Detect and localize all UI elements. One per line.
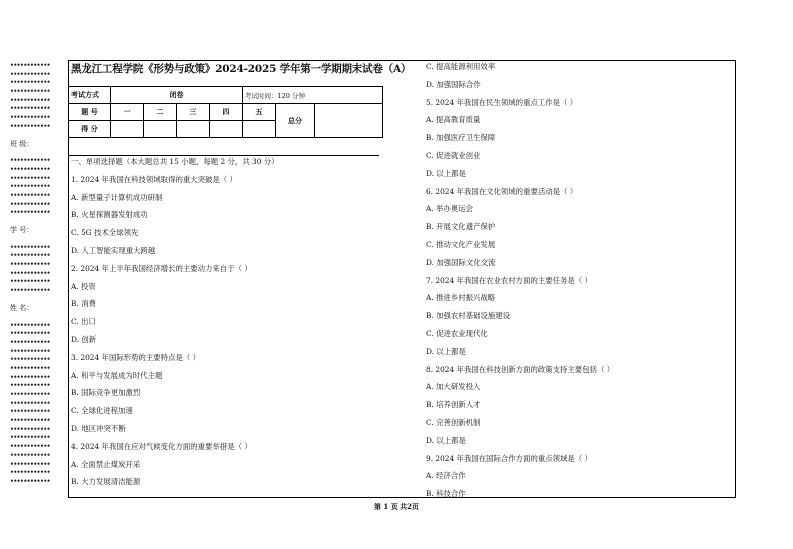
binding-dotted-line: •••••••••••• [10, 434, 51, 442]
answer-option: A. 推进乡村振兴战略 [426, 293, 496, 303]
binding-dotted-line: •••••••••••• [10, 157, 51, 165]
question-header: 五 [243, 104, 276, 121]
binding-dotted-line: •••••••••••• [10, 278, 51, 286]
question-header: 四 [210, 104, 243, 121]
answer-option: C. 提高能源利用效率 [426, 62, 496, 71]
binding-dotted-line: •••••••••••• [10, 183, 51, 191]
binding-dotted-line: •••••••••••• [10, 200, 51, 208]
question-text: 1. 2024 年我国在科技领域取得的重大突破是（ ） [71, 174, 237, 184]
answer-option: C. 全球化进程加速 [71, 406, 133, 416]
total-label: 总分 [276, 104, 315, 138]
binding-dotted-line: •••••••••••• [10, 356, 51, 364]
page-number: 第 1 页 共2页 [373, 502, 420, 511]
answer-option: C. 推动文化产业发展 [426, 239, 496, 249]
binding-dotted-line: •••••••••••• [10, 451, 51, 459]
answer-option: D. 以上都是 [426, 168, 466, 178]
answer-option: A. 提高教育质量 [426, 115, 481, 125]
answer-option: A. 新型量子计算机成功研制 [71, 192, 163, 202]
binding-dotted-line: •••••••••••• [10, 96, 51, 104]
question-header: 三 [177, 104, 210, 121]
binding-dotted-line: •••••••••••• [10, 105, 51, 113]
section-heading: 一、单项选择题（本大题总共 15 小题，每题 2 分，共 30 分） [71, 157, 279, 166]
class-label: 班 级： [10, 139, 34, 148]
binding-dotted-line: •••••••••••• [10, 165, 51, 173]
answer-option: C. 5G 技术全球领先 [71, 228, 139, 238]
answer-option: D. 以上都是 [426, 346, 466, 356]
answer-option: B. 国际竞争更加激烈 [71, 388, 141, 398]
binding-dotted-line: •••••••••••• [10, 321, 51, 329]
binding-dotted-line: •••••••••••• [10, 243, 51, 251]
question-text: 3. 2024 年国际形势的主要特点是（ ） [71, 352, 200, 362]
question-text: 8. 2024 年我国在科技创新方面的政策支持主要包括（ ） [426, 364, 615, 374]
answer-option: B. 大力发展清洁能源 [71, 477, 141, 487]
binding-dotted-line: •••••••••••• [10, 122, 51, 130]
answer-option: D. 加强国际合作 [426, 79, 481, 89]
score-cell[interactable] [144, 121, 177, 138]
binding-dotted-line: •••••••••••• [10, 417, 51, 425]
answer-option: B. 培养创新人才 [426, 400, 481, 410]
answer-option: D. 加强国际文化交流 [426, 257, 496, 267]
binding-dotted-line: •••••••••••• [10, 382, 51, 390]
answer-option: B. 开展文化遗产保护 [426, 222, 496, 232]
answer-option: B. 火星探测器发射成功 [71, 210, 148, 220]
question-header: 二 [144, 104, 177, 121]
answer-option: B. 加强医疗卫生保障 [426, 133, 496, 143]
left-column [71, 153, 279, 491]
answer-option: A. 和平与发展成为时代主题 [71, 370, 163, 380]
right-column [426, 58, 614, 503]
binding-dotted-line: •••••••••••• [10, 287, 51, 295]
answer-option: C. 完善创新机制 [426, 417, 481, 427]
question-text: 7. 2024 年我国在农业农村方面的主要任务是（ ） [426, 275, 592, 285]
binding-dotted-line: •••••••••••• [10, 261, 51, 269]
answer-option: C. 促进农业现代化 [426, 328, 488, 338]
binding-dotted-line: •••••••••••• [10, 477, 51, 485]
binding-dotted-line: •••••••••••• [10, 62, 51, 69]
answer-option: C. 促进就业创业 [426, 150, 481, 160]
answer-option: D. 创新 [71, 334, 97, 344]
binding-dotted-line: •••••••••••• [10, 399, 51, 407]
binding-dotted-line: •••••••••••• [10, 88, 51, 96]
binding-dotted-line: •••••••••••• [10, 425, 51, 433]
question-text: 6. 2024 年我国在文化领域的重要活动是（ ） [426, 186, 578, 196]
answer-option: D. 地区冲突不断 [71, 423, 126, 433]
answer-option: B. 消费 [71, 299, 96, 309]
binding-dotted-line: •••••••••••• [10, 408, 51, 416]
binding-dotted-line: •••••••••••• [10, 391, 51, 399]
question-no-label: 题 号 [69, 104, 111, 121]
exam-title: 黑龙江工程学院《形势与政策》2024-2025 学年第一学期期末试卷（A） [71, 63, 412, 75]
binding-dotted-line: •••••••••••• [10, 70, 51, 78]
answer-option: D. 以上都是 [426, 435, 466, 445]
answer-option: A. 举办奥运会 [426, 204, 473, 214]
answer-option: B. 加强农村基础设施建设 [426, 311, 511, 321]
binding-dotted-line: •••••••••••• [10, 330, 51, 338]
binding-dotted-line: •••••••••••• [10, 191, 51, 199]
binding-margin [10, 62, 60, 487]
binding-dotted-line: •••••••••••• [10, 114, 51, 122]
binding-dotted-line: •••••••••••• [10, 209, 51, 217]
binding-dotted-line: •••••••••••• [10, 252, 51, 260]
binding-dotted-line: •••••••••••• [10, 460, 51, 468]
total-score-cell[interactable] [315, 104, 383, 138]
question-header: 一 [111, 104, 144, 121]
question-text: 2. 2024 年上半年我国经济增长的主要动力来自于（ ） [71, 263, 252, 273]
score-cell[interactable] [210, 121, 243, 138]
score-cell[interactable] [243, 121, 276, 138]
binding-dotted-line: •••••••••••• [10, 269, 51, 277]
answer-option: A. 加大研发投入 [426, 382, 481, 392]
score-cell[interactable] [177, 121, 210, 138]
answer-option: A. 经济合作 [426, 471, 466, 481]
answer-option: C. 出口 [71, 317, 96, 327]
binding-dotted-line: •••••••••••• [10, 373, 51, 381]
question-text: 9. 2024 年我国在国际合作方面的重点领域是（ ） [426, 453, 592, 463]
student-id-label: 学 号： [10, 226, 34, 235]
binding-dotted-line: •••••••••••• [10, 443, 51, 451]
name-label: 姓 名： [10, 303, 34, 312]
score-label: 得 分 [69, 121, 111, 138]
answer-option: A. 全面禁止煤炭开采 [71, 459, 141, 469]
exam-mode-label: 考试方式 [69, 87, 111, 104]
answer-option: B. 科技合作 [426, 489, 466, 499]
binding-dotted-line: •••••••••••• [10, 469, 51, 477]
binding-dotted-line: •••••••••••• [10, 347, 51, 355]
binding-dotted-line: •••••••••••• [10, 174, 51, 182]
binding-dotted-line: •••••••••••• [10, 79, 51, 87]
binding-dotted-line: •••••••••••• [10, 364, 51, 372]
score-cell[interactable] [111, 121, 144, 138]
exam-time: 考试时间：120 分钟 [243, 87, 383, 104]
score-table [68, 86, 383, 138]
answer-option: D. 人工智能实现重大跨越 [71, 245, 156, 255]
answer-option: A. 投资 [71, 281, 96, 291]
question-text: 5. 2024 年我国在民生领域的重点工作是（ ） [426, 97, 578, 107]
exam-mode: 闭卷 [111, 87, 243, 104]
binding-dotted-line: •••••••••••• [10, 338, 51, 346]
question-text: 4. 2024 年我国在应对气候变化方面的重要举措是（ ） [71, 441, 252, 451]
